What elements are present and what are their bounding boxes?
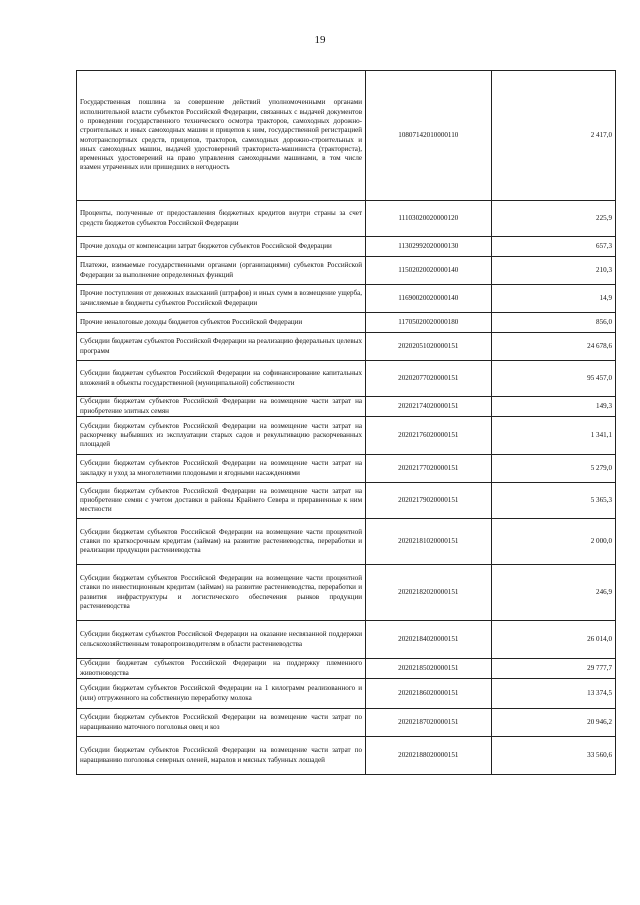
table-row xyxy=(77,417,616,455)
row-code: 20202051020000151 xyxy=(366,333,491,361)
row-description: Субсидии бюджетам субъектов Российской Федерации на возмещение части затрат по наращиванию поголовья северных оленей, маралов и мясных табунных лошадей xyxy=(77,737,366,775)
row-code: 20202177020000151 xyxy=(366,455,491,483)
table-row xyxy=(77,237,616,257)
row-description: Платежи, взимаемые государственными органами (организациями) субъектов Российской Федерации за выполнение определенных функций xyxy=(77,257,366,285)
table-row xyxy=(77,679,616,709)
row-code: 20202181020000151 xyxy=(366,519,491,565)
row-description: Прочие доходы от компенсации затрат бюджетов субъектов Российской Федерации xyxy=(77,237,366,257)
table-row xyxy=(77,361,616,397)
row-code: 20202186020000151 xyxy=(366,679,491,709)
row-description: Прочие неналоговые доходы бюджетов субъектов Российской Федерации xyxy=(77,313,366,333)
page-number: 19 xyxy=(314,34,326,46)
row-amount: 1 341,1 xyxy=(491,417,615,455)
table-row xyxy=(77,313,616,333)
row-code: 10807142010000110 xyxy=(366,71,491,201)
row-amount: 657,3 xyxy=(491,237,615,257)
row-amount: 26 014,0 xyxy=(491,621,615,659)
row-description: Субсидии бюджетам субъектов Российской Федерации на возмещение части процентной ставки по краткосрочным кредитам (займам) на развитие растениеводства, переработки и реализации продукции растениеводства xyxy=(77,519,366,565)
row-description: Субсидии бюджетам субъектов Российской Федерации на реализацию федеральных целевых программ xyxy=(77,333,366,361)
table-row xyxy=(77,257,616,285)
table-row xyxy=(77,285,616,313)
row-amount: 246,9 xyxy=(491,565,615,621)
table-row xyxy=(77,201,616,237)
row-amount: 210,3 xyxy=(491,257,615,285)
row-amount: 13 374,5 xyxy=(491,679,615,709)
row-code: 20202174020000151 xyxy=(366,397,491,417)
row-amount: 149,3 xyxy=(491,397,615,417)
row-description: Государственная пошлина за совершение действий уполномоченными органами исполнительной власти субъектов Российской Федерации, связанных с выдачей документов о проведении государственного технического осмотра тракторов, самоходных дорожно-строительных и иных самоходных машин и прицепов к ним, государственной регистрацией мототранспортных средств, прицепов, тракторов, самоходных дорожно-строительных и иных самоходных машин, выдачей удостоверений тракториста-машиниста (тракториста), временных удостоверений на право управления самоходными машинами, в том числе взамен утраченных или пришедших в негодность xyxy=(77,71,366,201)
row-code: 20202179020000151 xyxy=(366,483,491,519)
row-amount: 24 678,6 xyxy=(491,333,615,361)
row-code: 11302992020000130 xyxy=(366,237,491,257)
row-amount: 5 365,3 xyxy=(491,483,615,519)
row-amount: 95 457,0 xyxy=(491,361,615,397)
row-description: Субсидии бюджетам субъектов Российской Федерации на оказание несвязанной поддержки сельскохозяйственным товаропроизводителям в области растениеводства xyxy=(77,621,366,659)
table-row xyxy=(77,455,616,483)
row-code: 20202187020000151 xyxy=(366,709,491,737)
row-description: Субсидии бюджетам субъектов Российской Федерации на возмещение части затрат по наращиванию маточного поголовья овец и коз xyxy=(77,709,366,737)
table-row xyxy=(77,709,616,737)
row-code: 11103020020000120 xyxy=(366,201,491,237)
row-code: 20202182020000151 xyxy=(366,565,491,621)
row-description: Проценты, полученные от предоставления бюджетных кредитов внутри страны за счет средств бюджетов субъектов Российской Федерации xyxy=(77,201,366,237)
row-description: Прочие поступления от денежных взысканий (штрафов) и иных сумм в возмещение ущерба, зачисляемые в бюджеты субъектов Российской Федерации xyxy=(77,285,366,313)
row-description: Субсидии бюджетам субъектов Российской Федерации на возмещение части затрат на приобретение семян с учетом доставки в районы Крайнего Севера и приравненные к ним местности xyxy=(77,483,366,519)
row-amount: 5 279,0 xyxy=(491,455,615,483)
row-amount: 225,9 xyxy=(491,201,615,237)
table-row xyxy=(77,737,616,775)
row-code: 11502020020000140 xyxy=(366,257,491,285)
row-code: 20202184020000151 xyxy=(366,621,491,659)
table-row xyxy=(77,621,616,659)
row-description: Субсидии бюджетам субъектов Российской Федерации на возмещение части затрат на раскорчевку выбывших из эксплуатации старых садов и рекультивацию раскорчеванных площадей xyxy=(77,417,366,455)
row-code: 20202077020000151 xyxy=(366,361,491,397)
table-row xyxy=(77,519,616,565)
table-row xyxy=(77,71,616,201)
row-amount: 14,9 xyxy=(491,285,615,313)
row-amount: 856,0 xyxy=(491,313,615,333)
table-row xyxy=(77,397,616,417)
table-body xyxy=(77,71,616,775)
row-code: 11705020020000180 xyxy=(366,313,491,333)
row-amount: 29 777,7 xyxy=(491,659,615,679)
row-code: 20202176020000151 xyxy=(366,417,491,455)
table-row xyxy=(77,565,616,621)
row-code: 20202185020000151 xyxy=(366,659,491,679)
row-description: Субсидии бюджетам субъектов Российской Федерации на софинансирование капитальных вложений в объекты государственной (муниципальной) собственности xyxy=(77,361,366,397)
row-description: Субсидии бюджетам субъектов Российской Федерации на возмещение части затрат на закладку и уход за многолетними плодовыми и ягодными насаждениями xyxy=(77,455,366,483)
row-description: Субсидии бюджетам субъектов Российской Федерации на 1 килограмм реализованного и (или) отгруженного на собственную переработку молока xyxy=(77,679,366,709)
row-amount: 2 000,0 xyxy=(491,519,615,565)
row-amount: 2 417,0 xyxy=(491,71,615,201)
row-description: Субсидии бюджетам субъектов Российской Федерации на возмещение части затрат на приобретение элитных семян xyxy=(77,397,366,417)
row-amount: 33 560,6 xyxy=(491,737,615,775)
table-row xyxy=(77,333,616,361)
row-code: 20202188020000151 xyxy=(366,737,491,775)
table-row xyxy=(77,659,616,679)
row-code: 11690020020000140 xyxy=(366,285,491,313)
row-amount: 20 946,2 xyxy=(491,709,615,737)
table-row xyxy=(77,483,616,519)
row-description: Субсидии бюджетам субъектов Российской Федерации на возмещение части процентной ставки по инвестиционным кредитам (займам) на развитие растениеводства, переработки и развития инфраструктуры и логистического обеспечения рынков продукции растениеводства xyxy=(77,565,366,621)
row-description: Субсидии бюджетам субъектов Российской Федерации на поддержку племенного животноводства xyxy=(77,659,366,679)
budget-revenue-table xyxy=(76,70,616,775)
